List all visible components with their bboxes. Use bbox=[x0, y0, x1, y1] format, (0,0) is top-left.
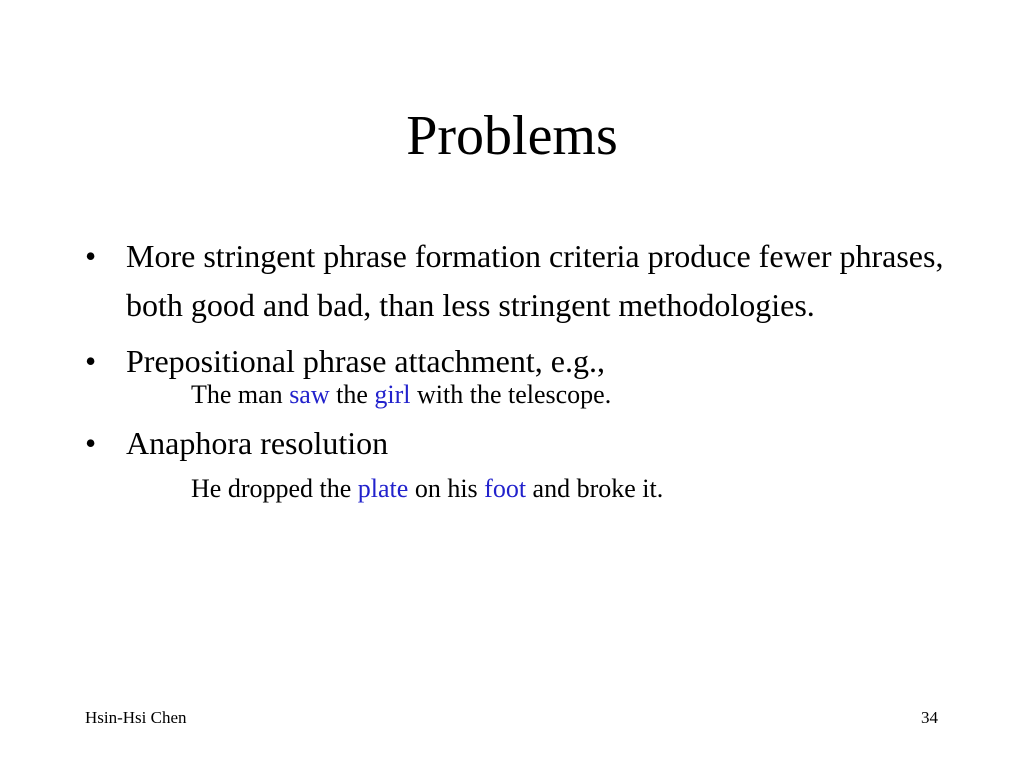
example-highlight: foot bbox=[484, 474, 527, 503]
example-text: with the telescope. bbox=[410, 380, 612, 409]
bullet-item bbox=[85, 337, 945, 412]
bullet-list bbox=[85, 232, 945, 513]
bullet-text: Anaphora resolution bbox=[126, 425, 389, 461]
page-number: 34 bbox=[921, 708, 938, 727]
example-text: and broke it. bbox=[526, 474, 664, 503]
footer-author: Hsin-Hsi Chen bbox=[85, 708, 187, 727]
bullet-item bbox=[85, 232, 945, 330]
bullet-text: Prepositional phrase attachment, e.g., bbox=[126, 343, 605, 379]
example-sentence bbox=[126, 472, 945, 506]
slide-title: Problems bbox=[406, 105, 618, 167]
example-highlight: girl bbox=[374, 380, 411, 409]
example-highlight: plate bbox=[357, 474, 409, 503]
example-text: The man bbox=[191, 380, 290, 409]
bullet-item bbox=[85, 419, 945, 506]
bullet-text: More stringent phrase formation criteria produce fewer phrases, both good and bad, than less stringent methodologies. bbox=[126, 238, 944, 323]
example-sentence bbox=[126, 378, 945, 412]
bullet-marker: • bbox=[85, 238, 97, 274]
example-highlight: saw bbox=[289, 380, 330, 409]
example-text: He dropped the bbox=[191, 474, 358, 503]
bullet-marker: • bbox=[85, 343, 97, 379]
example-text: the bbox=[329, 380, 375, 409]
bullet-marker: • bbox=[85, 425, 97, 461]
example-text: on his bbox=[408, 474, 485, 503]
